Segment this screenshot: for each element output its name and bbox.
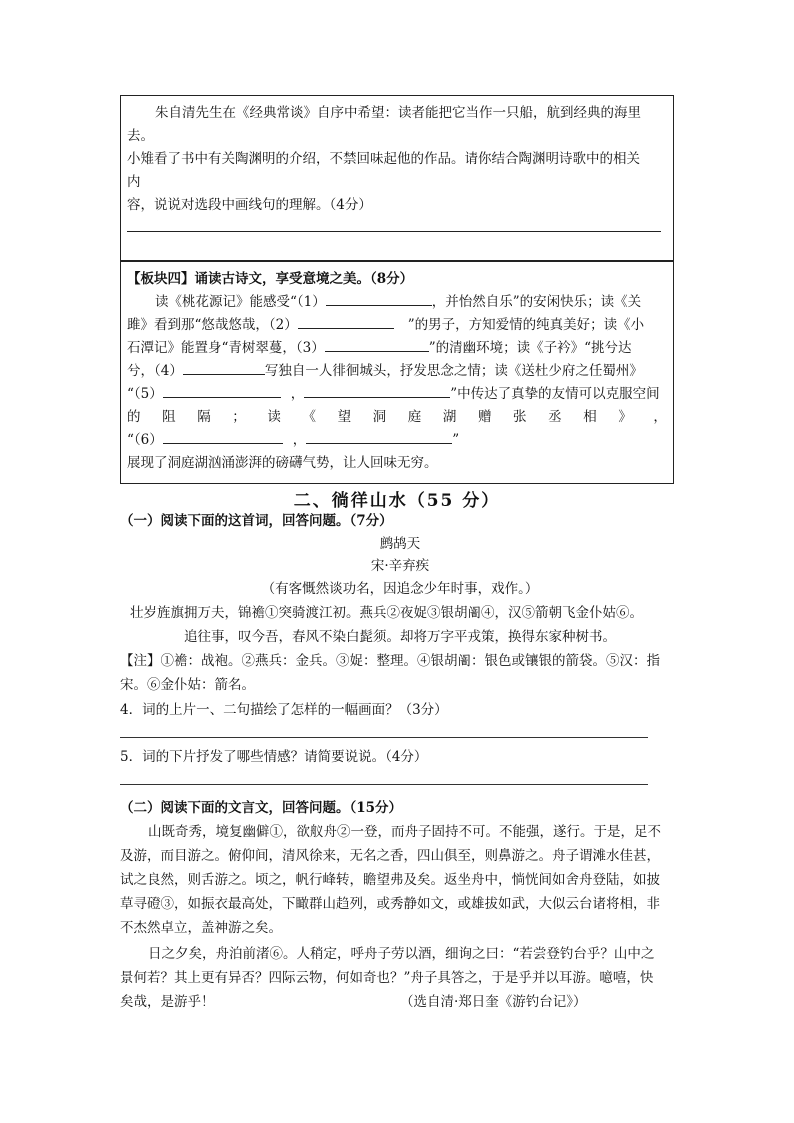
- poem-note-1: 【注】①襜：战袍。②燕兵：金兵。③娖：整理。④银胡𬮴：银色或镶银的箭袋。⑤汉：指: [120, 653, 660, 669]
- spread-char: 隔: [197, 409, 211, 425]
- blank-2[interactable]: [298, 314, 394, 329]
- box1-line-3: 小雉看了书中有关陶渊明的介绍，不禁回味起他的作品。请你结合陶渊明诗歌中的相关: [127, 151, 640, 167]
- prose-question: [120, 796, 680, 1014]
- fill-line-6: [127, 406, 667, 429]
- poem-question-head: （一）阅读下面的这首词，回答问题。（7分）: [120, 513, 393, 529]
- box1-line-1: 朱自清先生在《经典常谈》自序中希望：读者能把它当作一只船，航到经典的海里: [155, 105, 641, 121]
- section-four-title: 【板块四】诵读古诗文，享受意境之美。（8分）: [127, 271, 414, 287]
- poem-preface: （有客慨然谈功名，因追念少年时事，戏作。）: [261, 581, 539, 597]
- prose-paragraph-1: [120, 820, 680, 940]
- fill-text: ，: [290, 386, 305, 402]
- fill-line-2: [127, 314, 667, 337]
- spread-char: 洞: [372, 409, 387, 425]
- poem-line-1: 壮岁旌旗拥万夫，锦襜①突骑渡江初。燕兵②夜娖③银胡𬮴④，汉⑤箭朝飞金仆姑⑥。: [130, 605, 643, 621]
- poem-title: 鹧鸪天: [379, 536, 421, 552]
- fill-text: “（5）: [127, 386, 163, 402]
- prose-line: 景何若？其上更有异否？四际云物，何如奇也？”舟子具答之，于是乎并以耳游。噫嘻，快: [120, 970, 654, 986]
- spread-char: 的: [127, 409, 141, 425]
- poem-question: [120, 510, 680, 785]
- fill-text: 石潭记》能置身“青树翠蔓，（3）: [127, 340, 325, 356]
- fill-text: ，并怡然自乐”的安闲快乐；读《关: [431, 294, 642, 310]
- spread-char: 丞: [548, 409, 562, 425]
- blank-3[interactable]: [325, 337, 429, 352]
- fill-text: ”中传达了真挚的友情可以克服空间: [450, 386, 660, 402]
- fill-text: “（6）: [127, 432, 163, 448]
- fill-text: 兮，（4）: [127, 363, 183, 379]
- blank-5a[interactable]: [163, 383, 281, 398]
- box1-line-2: 去。: [127, 128, 154, 144]
- fill-text: 读《桃花源记》能感受“（1）: [155, 294, 326, 310]
- answer-line[interactable]: [127, 231, 661, 232]
- prose-line: 日之夕矣，舟泊前渚⑥。人稍定，呼舟子劳以酒，细询之曰：“若尝登钓台乎？山中之: [148, 946, 655, 962]
- fill-text: ”的清幽环境；读《子衿》“挑兮达: [428, 340, 632, 356]
- fill-text: ”的男子，方知爱情的纯真美好；读《小: [407, 317, 645, 333]
- spread-char: 望: [337, 409, 352, 425]
- blank-6a[interactable]: [163, 429, 283, 444]
- blank-6b[interactable]: [306, 429, 452, 444]
- prose-line: 山既奇秀，境复幽僻①，欲舣舟②一登，而舟子固持不可。不能强，遂行。于是，足不: [148, 824, 661, 840]
- poem-author: 宋·辛弃疾: [370, 558, 430, 574]
- prose-paragraph-2: [120, 942, 680, 1014]
- fill-text: 雎》看到那“悠哉悠哉，（2）: [127, 317, 298, 333]
- spread-char: 读: [267, 409, 281, 425]
- poem-line-2: 追往事，叹今吾，春风不染白髭须。却将万字平戎策，换得东家种树书。: [184, 629, 616, 645]
- fill-text: ，: [292, 432, 307, 448]
- prose-line: 试之良然，则舌游之。顷之，帆行峰转，瞻望弗及矣。返坐舟中，惝恍间如舍舟登陆，如披: [120, 872, 660, 888]
- reading-question-box: [120, 95, 674, 261]
- spread-char: 张: [513, 409, 527, 425]
- box1-line-5: 容，说说对选段中画线句的理解。（4分）: [127, 197, 372, 213]
- prose-line: 及游，而目游之。俯仰间，清风徐来，无名之香，四山俱至，则鼻游之。舟子谓滩水佳甚，: [120, 848, 660, 864]
- spread-char: 阻: [162, 409, 176, 425]
- prose-line: 不杰然卓立，盖神游之矣。: [120, 920, 282, 936]
- poem-note-2: 宋。⑥金仆姑：箭名。: [120, 677, 255, 693]
- box1-line-4: 内: [127, 174, 141, 190]
- fill-text: ”: [452, 432, 460, 448]
- answer-line[interactable]: [120, 784, 648, 785]
- prose-question-head: （二）阅读下面的文言文，回答问题。（15分）: [120, 800, 403, 816]
- question-5: 5．词的下片抒发了哪些情感？请简要说说。（4分）: [120, 749, 428, 765]
- fill-line-8: 展现了洞庭湖汹涌澎湃的磅礴气势，让人回味无穷。: [127, 455, 438, 471]
- spread-char: 赠: [477, 409, 492, 425]
- prose-last-line: [120, 990, 680, 1014]
- spread-char: 《: [302, 409, 316, 425]
- prose-line-end: 矣哉，是游乎！: [120, 994, 215, 1010]
- spread-char: ；: [232, 409, 246, 425]
- spread-char: 庭: [407, 409, 422, 425]
- fill-text: 写独自一人徘徊城头，抒发思念之情；读《送杜少府之任蜀州》: [264, 363, 643, 379]
- fill-line-1: [127, 291, 667, 314]
- spread-char: 湖: [442, 409, 457, 425]
- blank-5b[interactable]: [304, 383, 450, 398]
- fill-line-4: [127, 360, 667, 383]
- spread-char: ，: [653, 409, 667, 425]
- fill-line-7: [127, 429, 667, 452]
- fill-line-3: [127, 337, 667, 360]
- spread-char: 相: [583, 409, 597, 425]
- prose-line: 草寻磴③，如振衣最高处，下瞰群山趋列，或秀静如文，或雄拔如武，大似云台诸将相，非: [120, 896, 660, 912]
- classical-poetry-box: [120, 261, 674, 484]
- blank-1[interactable]: [326, 291, 432, 306]
- section-title: 二、徜徉山水（55 分）: [293, 491, 501, 511]
- answer-line[interactable]: [120, 737, 648, 738]
- question-4: 4．词的上片一、二句描绘了怎样的一幅画面？（3分）: [120, 702, 448, 718]
- spread-char: 》: [618, 409, 632, 425]
- source-citation: （选自清·郑日奎《游钓台记》）: [400, 994, 587, 1010]
- fill-line-5: [127, 383, 667, 406]
- blank-4[interactable]: [183, 360, 265, 375]
